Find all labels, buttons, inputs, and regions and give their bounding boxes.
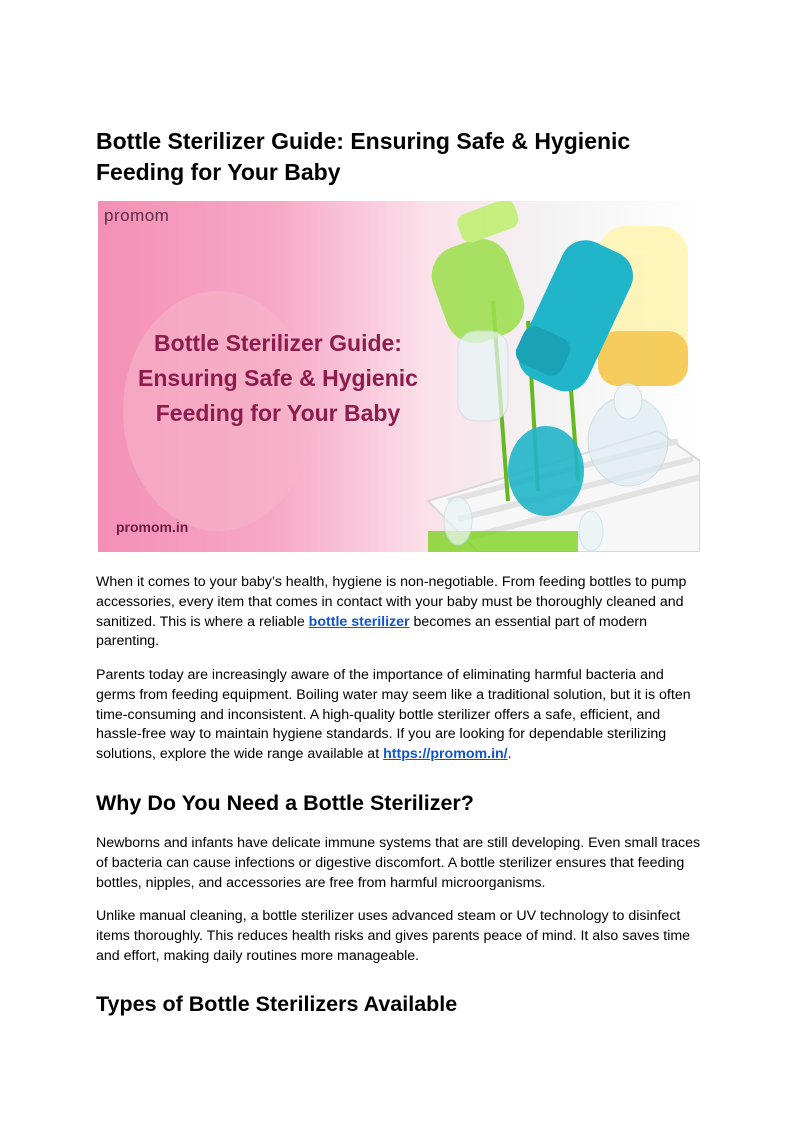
promom-logo: promom xyxy=(104,206,170,225)
banner-heading-line: Feeding for Your Baby xyxy=(155,400,401,426)
green-bottle-icon xyxy=(423,201,532,352)
banner-site-url: promom.in xyxy=(116,519,189,535)
promom-site-link[interactable]: https://promom.in/ xyxy=(383,746,508,763)
paragraph-text: Parents today are increasingly aware of the importance of eliminating harmful bacteria and germs from feeding equipment. Boiling water may seem like a traditional solution, but it is often time-consuming and inconsistent. A high-quality bottle sterilizer offers a safe, efficient, and hassle-free way to maintain hygiene standards. If you are looking for dependable sterilizing solutions, explore the wide range available at xyxy=(96,667,691,763)
banner-heading-line: Ensuring Safe & Hygienic xyxy=(138,365,418,391)
why-paragraph-1: Newborns and infants have delicate immune systems that are still developing. Even small traces of bacteria can cause infections or digestive discomfort. A bottle sterilizer ensures that feeding bottles, nipples, and accessories are free from harmful microorganisms. xyxy=(96,835,701,891)
banner-heading xyxy=(118,326,438,431)
paragraph-text: When it comes to your baby’s health, hygiene is non-negotiable. From feeding bottles to pump accessories, every item that comes in contact with your baby must be thoroughly cleaned and sanitized. This is where a reliable xyxy=(96,574,687,630)
intro-paragraph-2 xyxy=(96,666,701,765)
why-paragraph-2: Unlike manual cleaning, a bottle sterilizer uses advanced steam or UV technology to disinfect items thoroughly. This reduces health risks and gives parents peace of mind. It also saves time and effort, making daily routines more manageable. xyxy=(96,908,691,964)
hero-banner-image xyxy=(98,201,700,552)
paragraph-text: . xyxy=(507,746,512,763)
bottle-sterilizer-link[interactable]: bottle sterilizer xyxy=(308,613,410,630)
page-title: Bottle Sterilizer Guide: Ensuring Safe & Hygienic Feeding for Your Baby xyxy=(96,128,631,185)
section-heading-why: Why Do You Need a Bottle Sterilizer? xyxy=(96,791,474,815)
paragraph-text: becomes an essential part of modern parenting. xyxy=(96,613,647,650)
intro-paragraph-1 xyxy=(96,573,701,652)
banner-heading-line: Bottle Sterilizer Guide: xyxy=(154,330,402,356)
section-heading-types: Types of Bottle Sterilizers Available xyxy=(96,992,458,1016)
